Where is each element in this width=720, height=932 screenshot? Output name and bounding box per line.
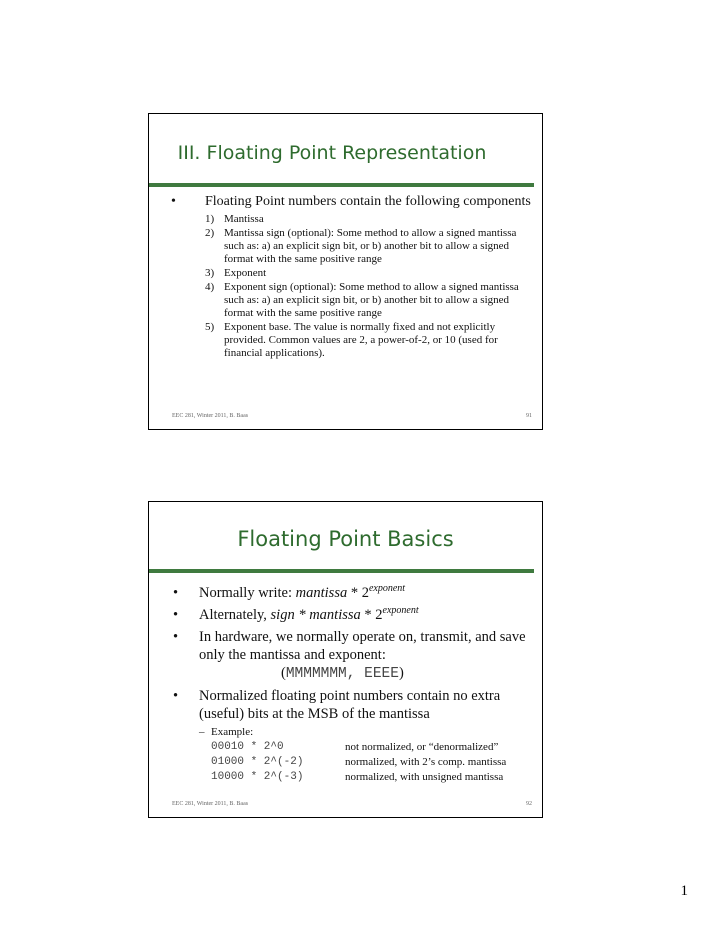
slide-title: Floating Point Basics	[237, 527, 454, 551]
slide-91	[148, 113, 543, 430]
bullet-mark: •	[173, 688, 179, 704]
slide-footer: EEC 281, Winter 2011, B. Baas	[172, 413, 249, 419]
example-block: – Example: 00010 * 2^0 not normalized, or “denormalized” 01000 * 2^(-2) normalized, with 2’s comp. mantissa 10000 * 2^(-3) normalized, with unsigned mantissa	[171, 725, 534, 785]
component-list	[171, 213, 534, 360]
bullet-mark: •	[171, 194, 176, 209]
title-rule	[149, 183, 534, 187]
bullet-item: • Normally write: mantissa * $2^{exponent}$	[173, 583, 406, 601]
list-item: 3) Exponent	[205, 267, 267, 279]
bullet-item: • Normalized floating point numbers contain no extra (useful) bits at the MSB of the mantissa	[173, 688, 501, 722]
example-row: 10000 * 2^(-3) normalized, with unsigned mantissa	[211, 771, 504, 783]
slide-number: 91	[526, 413, 532, 419]
page-number: 1	[680, 883, 688, 899]
bullet-item	[171, 194, 534, 210]
format-example: (MMMMMMM, EEEE)	[281, 665, 404, 682]
list-item: 1) Mantissa	[205, 213, 264, 225]
bullet-item: • Alternately, sign * mantissa * $2^{exponent}$	[173, 605, 419, 623]
bullet-mark: •	[173, 585, 179, 601]
slide-body	[171, 584, 534, 785]
slide-number: 92	[526, 801, 532, 807]
example-row: 00010 * 2^0 not normalized, or “denormalized”	[211, 741, 499, 753]
slide-footer: EEC 281, Winter 2011, B. Baas	[172, 801, 249, 807]
bullet-mark: •	[173, 629, 179, 645]
bullet-text: Floating Point numbers contain the following components	[205, 194, 531, 209]
bullet-item: • In hardware, we normally operate on, transmit, and save only the mantissa and exponent: (MMMMMMM, EEEE)	[171, 628, 534, 683]
example-row: 01000 * 2^(-2) normalized, with 2’s comp. mantissa	[211, 756, 507, 768]
slide-body	[171, 194, 534, 361]
slide-92	[148, 501, 543, 818]
list-item: 5) Exponent base. The value is normally fixed and not explicitly provided. Common values are 2, a power-of-2, or 10 (used for financial applications).	[205, 321, 498, 359]
list-item: 2) Mantissa sign (optional): Some method to allow a signed mantissa such as: a) an explicit sign bit, or b) another bit to allow a signed format with the same positive range	[205, 227, 517, 265]
bullet-mark: •	[173, 607, 179, 623]
slide-title: III. Floating Point Representation	[177, 142, 487, 164]
list-item: 4) Exponent sign (optional): Some method to allow a signed mantissa such as: a) an explicit sign bit, or b) another bit to allow a signed format with the same positive range	[205, 281, 519, 319]
title-rule	[149, 569, 534, 573]
